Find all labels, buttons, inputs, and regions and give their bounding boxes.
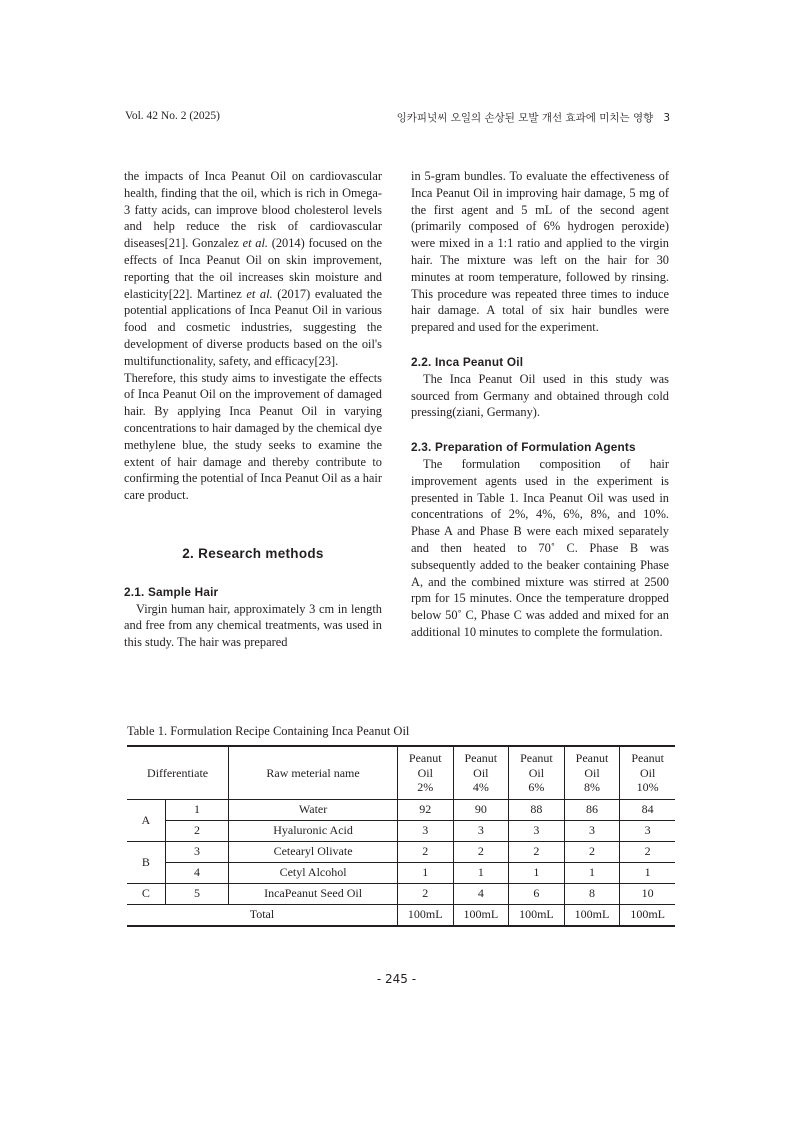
subsection-title: 2.3. Preparation of Formulation Agents (411, 440, 636, 455)
paragraph: Virgin human hair, approximately 3 cm in length and free from any chemical treatments, was used in this study. The hair was prepared (124, 601, 382, 650)
value-cell: 1 (620, 862, 675, 883)
paragraph: The formulation composition of hair improvement agents used in the experiment is presented in Table 1. Inca Peanut Oil was used in concentrations of 2%, 4%, 6%, 8%, and 10%. Phase A and Phase B were each mixed separately and then heated to 70˚ C. Phase B was subsequently added to the beaker containing Phase A, and the combined mixture was stirred at 2500 rpm for 15 minutes. Once the temperature dropped below 50˚ C, Phase C was added and mixed for an additional 10 minutes to complete the formulation. (411, 456, 669, 639)
raw-material: Cetearyl Olivate (229, 841, 398, 862)
header-concentration: Peanut Oil 10% (620, 746, 675, 799)
total-row (127, 904, 675, 926)
header-concentration: Peanut Oil 8% (564, 746, 620, 799)
subsection-title: 2.2. Inca Peanut Oil (411, 354, 524, 369)
phase-cell: B (127, 841, 165, 883)
right-column (411, 168, 669, 641)
paragraph: in 5-gram bundles. To evaluate the effectiveness of Inca Peanut Oil in improving hair damage, 5 mg of the first agent and 5 mL of the second agent (primarily composed of 6% hydrogen peroxide) were mixed in a 1:1 ratio and applied to the virgin hair. The mixture was left on the hair for 30 minutes at room temperature, followed by rinsing. This procedure was repeated three times to induce hair damage. A total of six hair bundles were prepared and used for the experiment. (411, 169, 669, 335)
total-cell: 100mL (397, 904, 453, 926)
phase-cell: C (127, 883, 165, 904)
subsection-title: 2.1. Sample Hair (124, 584, 219, 599)
header-raw-material: Raw meterial name (229, 746, 398, 799)
value-cell: 1 (564, 862, 620, 883)
value-cell: 1 (509, 862, 565, 883)
value-cell: 1 (397, 862, 453, 883)
formulation-table (127, 745, 675, 927)
header-differentiate: Differentiate (127, 746, 229, 799)
row-number: 5 (165, 883, 228, 904)
phase-cell: A (127, 799, 165, 841)
header-concentration: Peanut Oil 2% (397, 746, 453, 799)
value-cell: 88 (509, 799, 565, 820)
table-caption: Table 1. Formulation Recipe Containing Inca Peanut Oil (127, 724, 410, 738)
table-row (127, 862, 675, 883)
value-cell: 6 (509, 883, 565, 904)
section-title: 2. Research methods (182, 545, 324, 561)
value-cell: 90 (453, 799, 509, 820)
value-cell: 86 (564, 799, 620, 820)
value-cell: 10 (620, 883, 675, 904)
row-number: 1 (165, 799, 228, 820)
raw-material: Cetyl Alcohol (229, 862, 398, 883)
page-footer: - 245 - (376, 972, 417, 986)
value-cell: 2 (397, 841, 453, 862)
header-concentration: Peanut Oil 4% (453, 746, 509, 799)
header-concentration: Peanut Oil 6% (509, 746, 565, 799)
value-cell: 3 (397, 820, 453, 841)
table-row (127, 820, 675, 841)
left-column (124, 168, 382, 651)
page-number: 3 (663, 112, 670, 124)
value-cell: 3 (453, 820, 509, 841)
total-cell: 100mL (453, 904, 509, 926)
paragraph: The Inca Peanut Oil used in this study was sourced from Germany and obtained through cold pressing(ziani, Germany). (411, 371, 669, 420)
value-cell: 2 (564, 841, 620, 862)
row-number: 2 (165, 820, 228, 841)
paragraph: the impacts of Inca Peanut Oil on cardiovascular health, finding that the oil, which is rich in Omega-3 fatty acids, can improve blood cholesterol levels and help reduce the risk of cardiovascular diseases[21]. Gonzalez et al. (2014) focused on the effects of Inca Peanut Oil on skin improvement, reporting that the oil increases skin moisture and elasticity[22]. Martinez et al. (2017) evaluated the potential applications of Inca Peanut Oil in various food and cosmetic industries, suggesting the development of diverse products based on the oil's multifunctionality, safety, and efficacy[23]. (124, 169, 383, 368)
value-cell: 2 (453, 841, 509, 862)
raw-material: IncaPeanut Seed Oil (229, 883, 398, 904)
total-label: Total (127, 904, 397, 926)
journal-volume: Vol. 42 No. 2 (2025) (125, 110, 220, 122)
total-cell: 100mL (620, 904, 675, 926)
row-number: 4 (165, 862, 228, 883)
raw-material: Hyaluronic Acid (229, 820, 398, 841)
value-cell: 8 (564, 883, 620, 904)
value-cell: 3 (564, 820, 620, 841)
total-cell: 100mL (509, 904, 565, 926)
value-cell: 2 (620, 841, 675, 862)
table-row (127, 883, 675, 904)
total-cell: 100mL (564, 904, 620, 926)
value-cell: 92 (397, 799, 453, 820)
paragraph: Therefore, this study aims to investigate the effects of Inca Peanut Oil on the improvement of damaged hair. By applying Inca Peanut Oil in varying concentrations to hair damaged by the chemical dye methylene blue, the study seeks to examine the extent of hair damage and thereby contribute to confirming the potential of Inca Peanut Oil as a hair care product. (124, 370, 382, 503)
value-cell: 84 (620, 799, 675, 820)
raw-material: Water (229, 799, 398, 820)
value-cell: 3 (509, 820, 565, 841)
value-cell: 4 (453, 883, 509, 904)
value-cell: 2 (509, 841, 565, 862)
value-cell: 1 (453, 862, 509, 883)
running-title: 잉카피넛씨 오일의 손상된 모발 개선 효과에 미치는 영향 3 (396, 112, 670, 124)
table-row (127, 799, 675, 820)
table-row (127, 841, 675, 862)
value-cell: 3 (620, 820, 675, 841)
row-number: 3 (165, 841, 228, 862)
value-cell: 2 (397, 883, 453, 904)
